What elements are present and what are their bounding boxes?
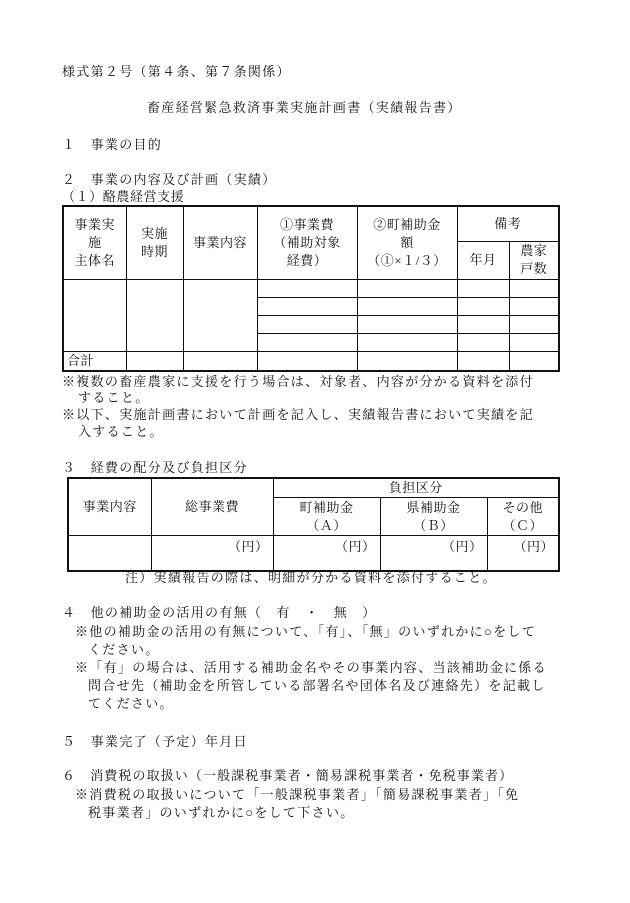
header-remarks-label: 備考 bbox=[494, 215, 522, 231]
cell-farm-count bbox=[509, 333, 559, 351]
section-1-heading: １ 事業の目的 bbox=[62, 137, 163, 152]
cell-farm-count bbox=[509, 297, 559, 315]
note-line: 入すること。 bbox=[78, 424, 164, 439]
note-line: ※他の補助金の活用の有無について、「有」、「無」のいずれかに○をして bbox=[75, 624, 537, 639]
header-cost bbox=[257, 206, 357, 279]
total-cell bbox=[183, 351, 257, 371]
note-line: ※以下、実施計画書において計画を記入し、実績報告書において実績を記 bbox=[62, 407, 534, 422]
cost-table bbox=[67, 477, 560, 572]
header-farm-count bbox=[509, 241, 559, 279]
header-implementer-line: 事業実 bbox=[74, 216, 115, 232]
cost-cell-content bbox=[68, 536, 151, 571]
cell-year-month bbox=[457, 297, 509, 315]
header-cost-line: （補助対象 bbox=[273, 234, 341, 250]
cost-header-content bbox=[68, 478, 151, 536]
header-period bbox=[126, 206, 183, 279]
total-cell bbox=[509, 351, 559, 371]
cell-implementer bbox=[63, 279, 126, 351]
cell-year-month bbox=[457, 279, 509, 297]
cell-period bbox=[126, 279, 183, 351]
header-implementer-line: 主体名 bbox=[74, 252, 115, 268]
cell-cost bbox=[257, 279, 357, 297]
header-subsidy-line: （①×１/３） bbox=[367, 252, 447, 268]
note-line: ください。 bbox=[88, 642, 160, 657]
cost-header-total bbox=[151, 478, 273, 536]
section-3-heading: ３ 経費の配分及び負担区分 bbox=[62, 460, 248, 475]
cell-subsidy bbox=[357, 315, 457, 333]
cost-header-other-line: その他 bbox=[502, 499, 544, 515]
header-cost-line: 経費） bbox=[286, 252, 328, 268]
cell-cost bbox=[257, 333, 357, 351]
cost-header-town-line: （Ａ） bbox=[306, 517, 347, 533]
note-line: ※複数の畜産農家に支援を行う場合は、対象者、内容が分かる資料を添付 bbox=[62, 374, 534, 389]
header-farm-count-line: 農家 bbox=[520, 243, 548, 258]
header-year-month-label: 年月 bbox=[469, 252, 497, 267]
note-line: ※消費税の取扱いについて「一般課税事業者」「簡易課税事業者」「免 bbox=[75, 787, 520, 802]
cost-header-prefecture bbox=[380, 498, 487, 536]
note-line: ※「有」の場合は、活用する補助金名やその事業内容、当該補助金に係る bbox=[75, 660, 547, 675]
section-6-heading: ６ 消費税の取扱い（一般課税事業者・簡易課税事業者・免税事業者） bbox=[62, 768, 514, 783]
plan-table bbox=[62, 205, 560, 372]
cost-header-town-line: 町補助金 bbox=[299, 499, 354, 515]
total-cell bbox=[357, 351, 457, 371]
section-2-heading: ２ 事業の内容及び計画（実績） bbox=[62, 172, 277, 187]
cost-header-town bbox=[273, 498, 380, 536]
document-title: 畜産経営緊急救済事業実施計画書（実績報告書） bbox=[147, 100, 462, 115]
header-remarks bbox=[457, 206, 559, 241]
header-content bbox=[183, 206, 257, 279]
total-cell bbox=[457, 351, 509, 371]
form-number: 様式第２号（第４条、第７条関係） bbox=[62, 64, 291, 79]
cell-year-month bbox=[457, 333, 509, 351]
note-line: すること。 bbox=[78, 390, 150, 405]
header-subsidy bbox=[357, 206, 457, 279]
section-4-heading: ４ 他の補助金の活用の有無（ 有 ・ 無 ） bbox=[62, 605, 377, 620]
header-subsidy-line: 額 bbox=[400, 234, 414, 250]
cell-year-month bbox=[457, 315, 509, 333]
cost-cell-prefecture-unit: （円） bbox=[380, 536, 487, 571]
header-period-line: 実施 bbox=[140, 225, 168, 241]
cost-header-content-label: 事業内容 bbox=[82, 499, 137, 514]
cost-cell-other-unit: （円） bbox=[487, 536, 559, 571]
header-farm-count-line: 戸数 bbox=[520, 261, 548, 276]
cost-cell-town-unit: （円） bbox=[273, 536, 380, 571]
cost-header-burden-label: 負担区分 bbox=[388, 480, 443, 495]
header-content-label: 事業内容 bbox=[192, 234, 247, 250]
header-subsidy-line: ②町補助金 bbox=[373, 216, 441, 232]
cost-header-other-line: （Ｃ） bbox=[502, 517, 544, 533]
cell-farm-count bbox=[509, 315, 559, 333]
header-year-month bbox=[457, 241, 509, 279]
total-label: 合計 bbox=[63, 351, 126, 371]
cell-subsidy bbox=[357, 333, 457, 351]
note-line: 税事業者」のいずれかに○をして下さい。 bbox=[88, 805, 355, 820]
cost-table-note: 注）実績報告の際は、明細が分かる資料を添付すること。 bbox=[125, 570, 497, 585]
total-cell bbox=[126, 351, 183, 371]
section-2-subheading: （１）酪農経営支援 bbox=[62, 189, 185, 204]
header-implementer bbox=[63, 206, 126, 279]
header-cost-line: ①事業費 bbox=[279, 216, 334, 232]
cell-subsidy bbox=[357, 279, 457, 297]
cost-header-prefecture-line: 県補助金 bbox=[406, 499, 461, 515]
cell-cost bbox=[257, 315, 357, 333]
cost-header-burden bbox=[273, 478, 559, 498]
header-period-line: 時期 bbox=[140, 243, 168, 259]
cell-content bbox=[183, 279, 257, 351]
section-5-heading: ５ 事業完了（予定）年月日 bbox=[62, 734, 248, 749]
header-implementer-line: 施 bbox=[87, 234, 102, 250]
note-line: 問合せ先（補助金を所管している部署名や団体名及び連絡先）を記載し bbox=[88, 678, 546, 693]
cell-subsidy bbox=[357, 297, 457, 315]
cost-header-other bbox=[487, 498, 559, 536]
note-line: てください。 bbox=[88, 696, 174, 711]
cost-header-prefecture-line: （Ｂ） bbox=[413, 517, 454, 533]
cost-header-total-label: 総事業費 bbox=[184, 499, 239, 514]
cost-cell-total-unit: （円） bbox=[151, 536, 273, 571]
total-cell bbox=[257, 351, 357, 371]
cell-farm-count bbox=[509, 279, 559, 297]
cell-cost bbox=[257, 297, 357, 315]
